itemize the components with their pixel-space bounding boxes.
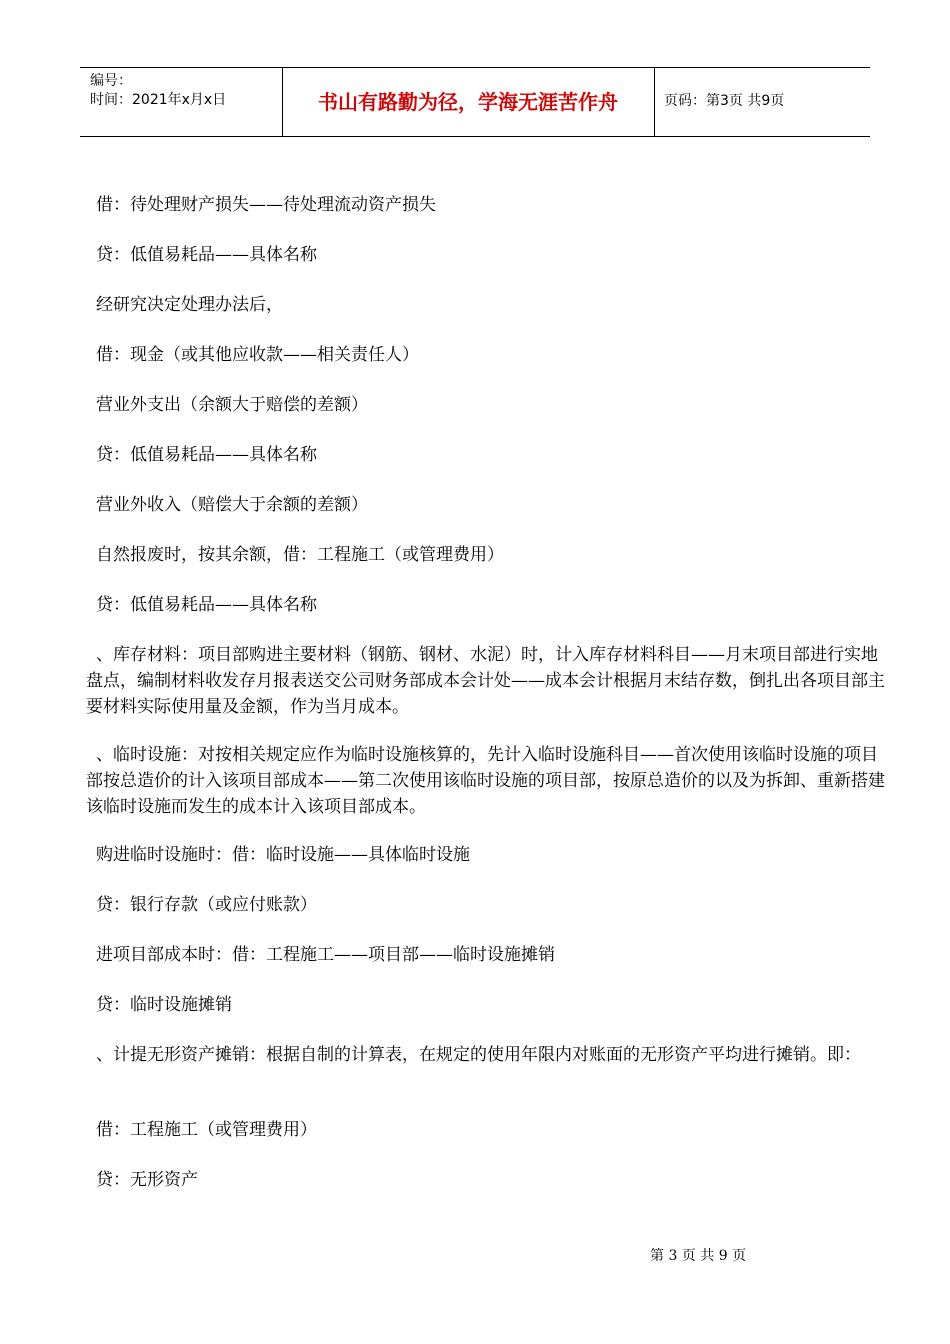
document-date: 时间：2021年x月x日 (90, 92, 227, 108)
document-number-label: 编号： (90, 73, 132, 89)
paragraph: 贷：临时设施摊销 (96, 995, 232, 1015)
paragraph: 自然报废时，按其余额，借：工程施工（或管理费用） (96, 545, 504, 565)
header-page-info: 页码：第3页 共9页 (664, 93, 785, 109)
page-header (80, 67, 870, 137)
paragraph: 贷：低值易耗品——具体名称 (96, 595, 317, 615)
paragraph: 借：工程施工（或管理费用） (96, 1120, 317, 1140)
paragraph: 贷：无形资产 (96, 1170, 198, 1190)
paragraph: 借：现金（或其他应收款——相关责任人） (96, 345, 419, 365)
paragraph: 、临时设施：对按相关规定应作为临时设施核算的，先计入临时设施科目——首次使用该临时设施的项目部按总造价的计入该项目部成本——第二次使用该临时设施的项目部，按原总造价的以及为拆卸、重新搭建该临时设施而发生的成本计入该项目部成本。 (86, 745, 885, 817)
page-footer: 第 3 页 共 9 页 (650, 1248, 747, 1264)
paragraph: 贷：低值易耗品——具体名称 (96, 445, 317, 465)
paragraph: 经研究决定处理办法后， (96, 295, 283, 315)
paragraph: 进项目部成本时：借：工程施工——项目部——临时设施摊销 (96, 945, 555, 965)
header-divider-right (654, 68, 655, 136)
paragraph: 贷：低值易耗品——具体名称 (96, 245, 317, 265)
paragraph: 、计提无形资产摊销：根据自制的计算表，在规定的使用年限内对账面的无形资产平均进行摊销。即： (96, 1045, 861, 1065)
paragraph: 借：待处理财产损失——待处理流动资产损失 (96, 195, 436, 215)
header-meta (90, 72, 280, 110)
paragraph: 贷：银行存款（或应付账款） (96, 895, 317, 915)
paragraph: 购进临时设施时：借：临时设施——具体临时设施 (96, 845, 470, 865)
header-motto: 书山有路勤为径，学海无涯苦作舟 (318, 90, 618, 114)
paragraph: 、库存材料：项目部购进主要材料（钢筋、钢材、水泥）时，计入库存材料科目——月末项目部进行实地盘点，编制材料收发存月报表送交公司财务部成本会计处——成本会计根据月末结存数，倒扎出各项目部主要材料实际使用量及金额，作为当月成本。 (86, 645, 885, 717)
paragraph: 营业外收入（赔偿大于余额的差额） (96, 495, 368, 515)
paragraph: 营业外支出（余额大于赔偿的差额） (96, 395, 368, 415)
